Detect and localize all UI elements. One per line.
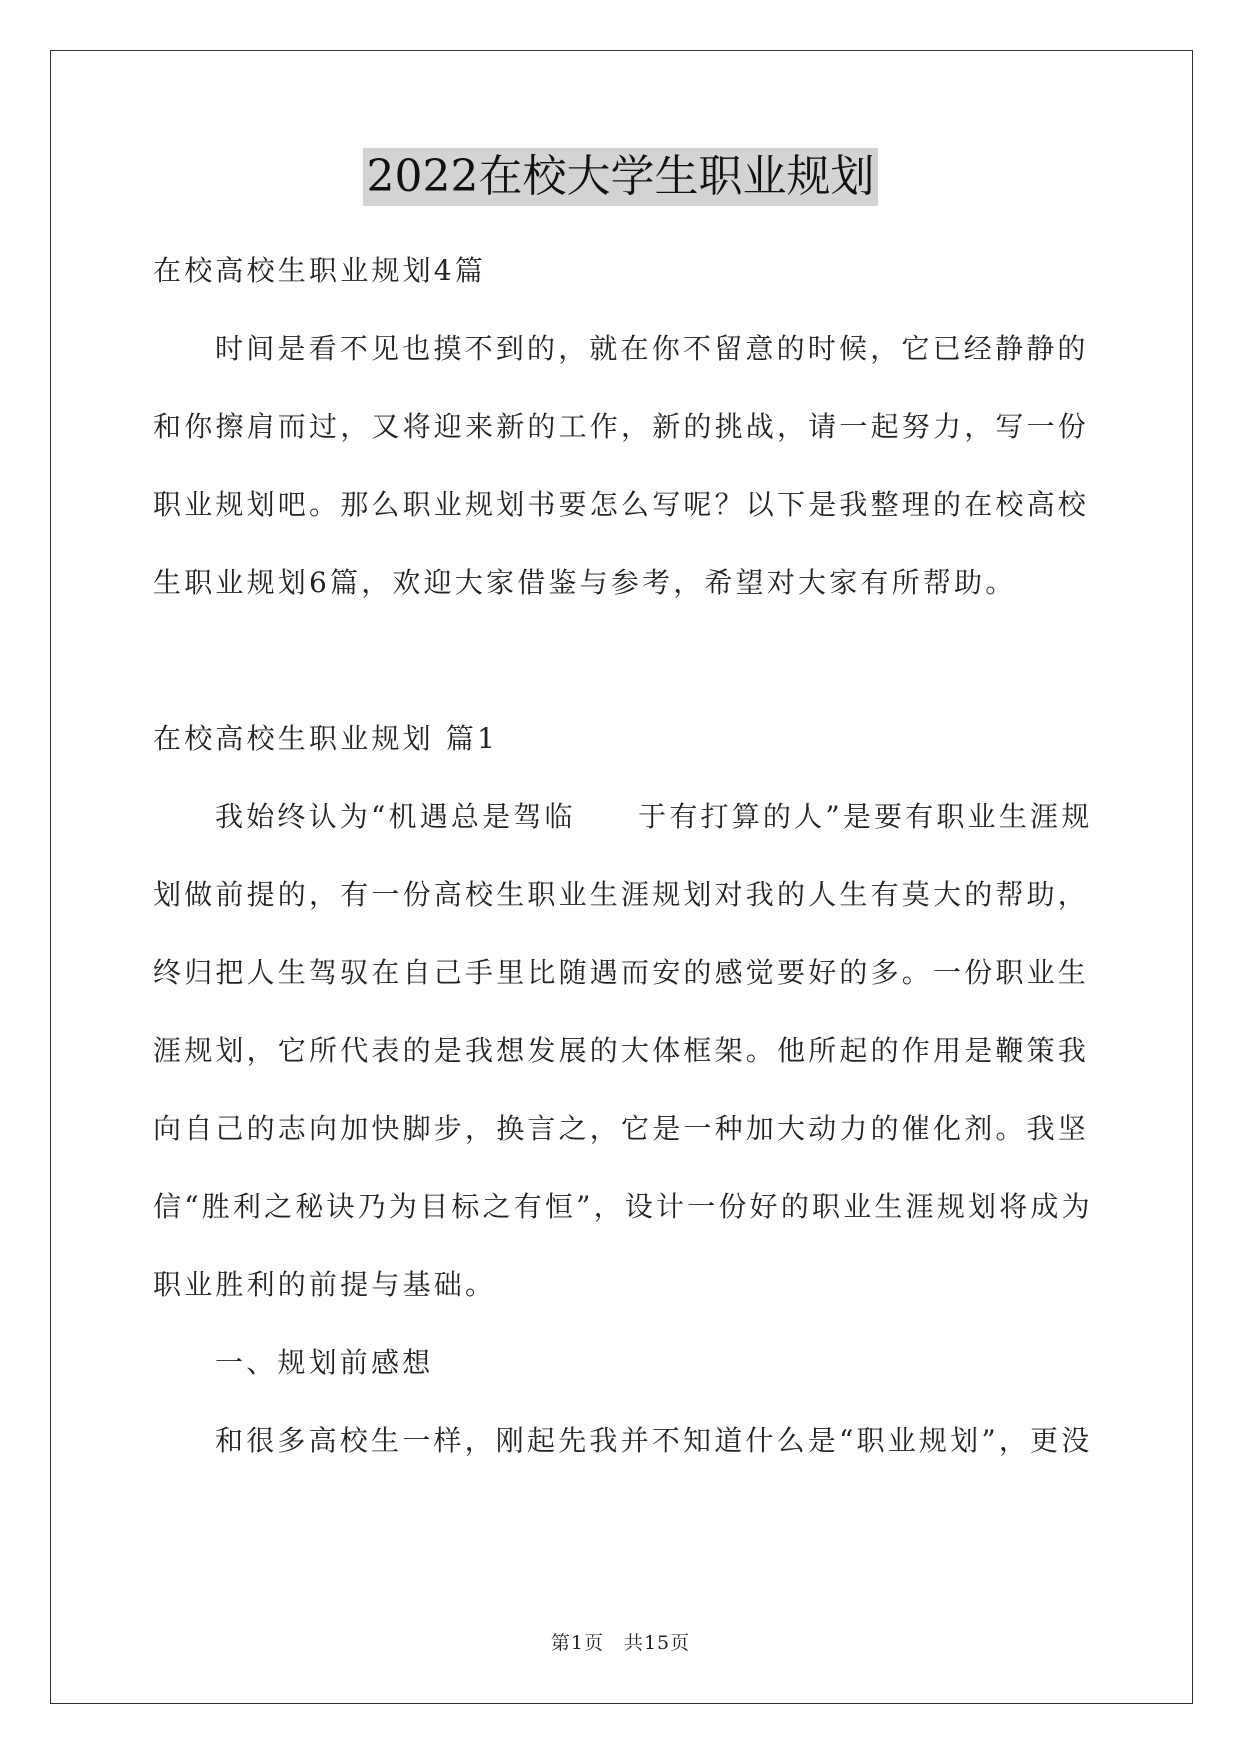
section-line: 向自己的志向加快脚步，换言之，它是一种加大动力的催化剂。我坚 bbox=[153, 1112, 1090, 1145]
intro-line: 时间是看不见也摸不到的，就在你不留意的时候，它已经静静的 bbox=[215, 332, 1089, 365]
section-line: 划做前提的，有一份高校生职业生涯规划对我的人生有莫大的帮助， bbox=[153, 878, 1090, 911]
paragraph-line: 和很多高校生一样，刚起先我并不知道什么是“职业规划”，更没 bbox=[215, 1424, 1093, 1457]
intro-line: 生职业规划6篇，欢迎大家借鉴与参考，希望对大家有所帮助。 bbox=[153, 566, 1017, 599]
page-footer: 第1页 共15页 bbox=[550, 1632, 691, 1654]
paragraph-gap bbox=[153, 622, 1093, 700]
section-line: 终归把人生驾驭在自己手里比随遇而安的感觉要好的多。一份职业生 bbox=[153, 956, 1090, 989]
section-heading: 在校高校生职业规划 篇1 bbox=[153, 722, 499, 755]
section-line: 信“胜利之秘诀乃为目标之有恒”，设计一份好的职业生涯规划将成为 bbox=[153, 1190, 1093, 1223]
document-subtitle: 在校高校生职业规划4篇 bbox=[153, 254, 487, 287]
section-line: 我始终认为“机遇总是驾临 于有打算的人”是要有职业生涯规 bbox=[215, 800, 1093, 833]
intro-line: 和你擦肩而过，又将迎来新的工作，新的挑战，请一起努力，写一份 bbox=[153, 410, 1090, 443]
intro-line: 职业规划吧。那么职业规划书要怎么写呢？以下是我整理的在校高校 bbox=[153, 488, 1090, 521]
section-line: 职业胜利的前提与基础。 bbox=[153, 1268, 497, 1301]
section-line: 涯规划，它所代表的是我想发展的大体框架。他所起的作用是鞭策我 bbox=[153, 1034, 1090, 1067]
title-container bbox=[0, 148, 1241, 206]
subheading: 一、规划前感想 bbox=[215, 1346, 434, 1379]
document-body bbox=[153, 232, 1093, 1480]
document-title: 2022在校大学生职业规划 bbox=[363, 148, 879, 206]
